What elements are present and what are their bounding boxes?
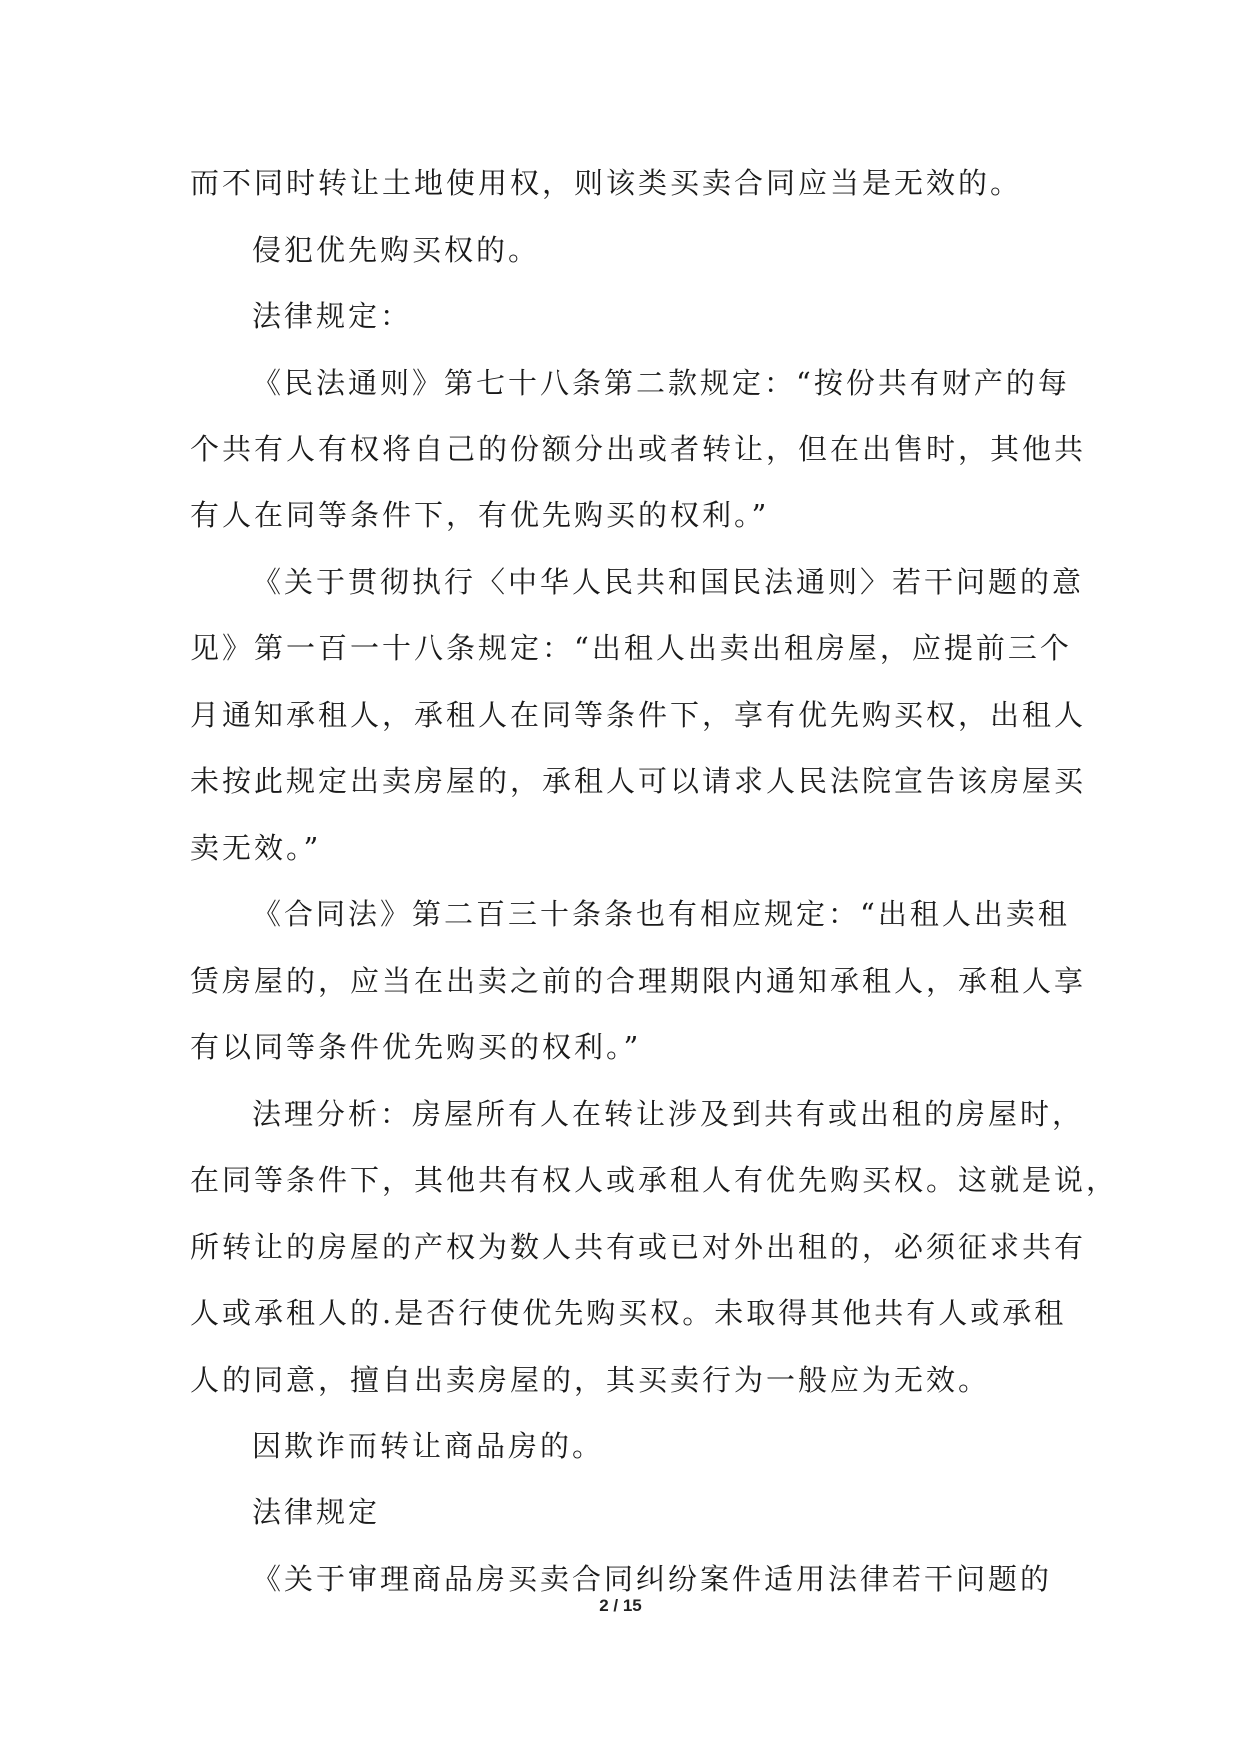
page-number: 2 / 15 bbox=[599, 1596, 642, 1615]
text-line: 未按此规定出卖房屋的，承租人可以请求人民法院宣告该房屋买 bbox=[190, 764, 1087, 798]
text-line: 有人在同等条件下，有优先购买的权利。” bbox=[190, 498, 770, 532]
text-line: 《关于审理商品房买卖合同纠纷案件适用法律若干问题的 bbox=[252, 1562, 1053, 1596]
text-line: 有以同等条件优先购买的权利。” bbox=[190, 1030, 642, 1064]
text-line: 《合同法》第二百三十条条也有相应规定：“出租人出卖租 bbox=[252, 897, 1070, 931]
text-line: 赁房屋的，应当在出卖之前的合理期限内通知承租人，承租人享 bbox=[190, 964, 1087, 998]
text-line: 月通知承租人，承租人在同等条件下，享有优先购买权，出租人 bbox=[190, 698, 1087, 732]
text-line: 所转让的房屋的产权为数人共有或已对外出租的，必须征求共有 bbox=[190, 1230, 1087, 1264]
text-line: 《民法通则》第七十八条第二款规定：“按份共有财产的每 bbox=[252, 366, 1070, 400]
text-line: 个共有人有权将自己的份额分出或者转让，但在出售时，其他共 bbox=[190, 432, 1087, 466]
text-line: 法理分析：房屋所有人在转让涉及到共有或出租的房屋时， bbox=[252, 1097, 1085, 1131]
text-line: 而不同时转让土地使用权，则该类买卖合同应当是无效的。 bbox=[190, 166, 1023, 200]
text-line: 法律规定 bbox=[252, 1495, 381, 1529]
text-line: 法律规定： bbox=[252, 299, 413, 333]
text-line: 侵犯优先购买权的。 bbox=[252, 233, 541, 267]
text-line: 见》第一百一十八条规定：“出租人出卖出租房屋，应提前三个 bbox=[190, 631, 1072, 665]
text-line: 因欺诈而转让商品房的。 bbox=[252, 1429, 605, 1463]
text-line: 《关于贯彻执行〈中华人民共和国民法通则〉若干问题的意 bbox=[252, 565, 1085, 599]
text-line: 人或承租人的.是否行使优先购买权。未取得其他共有人或承租 bbox=[190, 1296, 1067, 1330]
text-line: 在同等条件下，其他共有权人或承租人有优先购买权。这就是说， bbox=[190, 1163, 1119, 1197]
text-line: 人的同意，擅自出卖房屋的，其买卖行为一般应为无效。 bbox=[190, 1363, 991, 1397]
text-line: 卖无效。” bbox=[190, 831, 322, 865]
